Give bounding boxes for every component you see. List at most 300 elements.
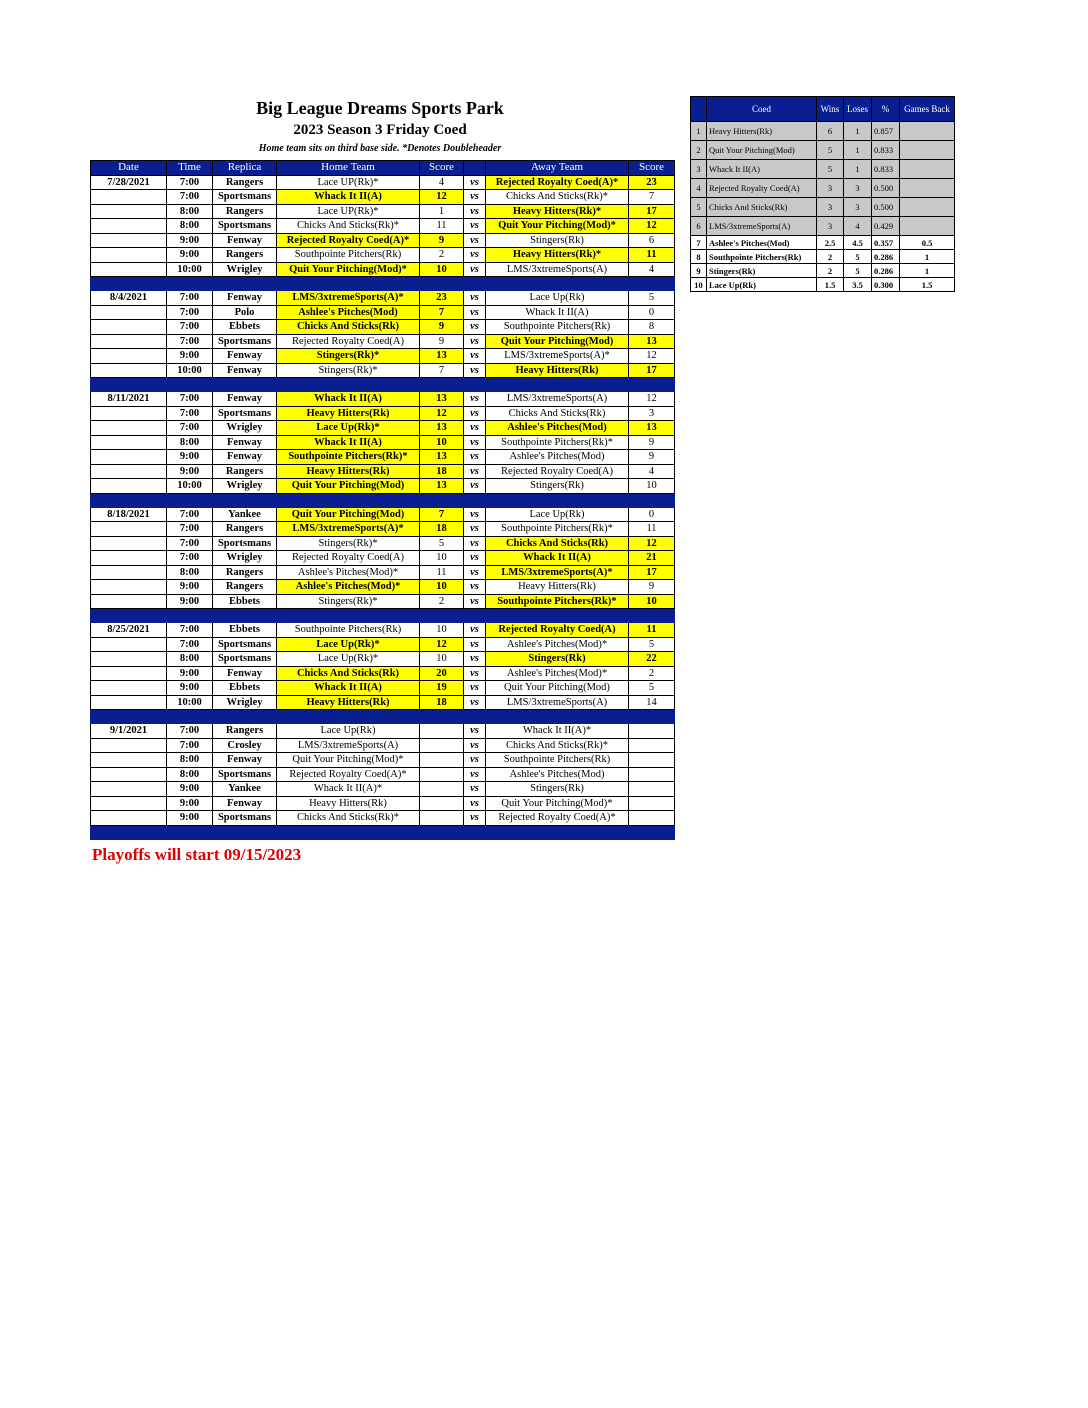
game-date <box>91 551 167 566</box>
page-subtitle: 2023 Season 3 Friday Coed <box>293 122 467 138</box>
table-row <box>91 637 675 652</box>
game-time: 9:00 <box>167 349 213 364</box>
home-score: 10 <box>420 580 464 595</box>
home-team: Rejected Royalty Coed(A)* <box>277 767 420 782</box>
team-games-back <box>900 141 955 160</box>
away-team: Lace Up(Rk) <box>486 291 629 306</box>
header-away-team: Away Team <box>486 161 629 176</box>
vs-label: vs <box>464 681 486 696</box>
away-team: Ashlee's Pitches(Mod) <box>486 450 629 465</box>
game-field: Fenway <box>213 450 277 465</box>
home-team: Rejected Royalty Coed(A) <box>277 334 420 349</box>
separator-cell <box>213 378 277 392</box>
away-score: 10 <box>629 594 675 609</box>
away-score <box>629 753 675 768</box>
home-score: 4 <box>420 175 464 190</box>
separator-cell <box>486 710 629 724</box>
team-wins: 2 <box>817 264 844 278</box>
separator-cell <box>486 493 629 507</box>
game-field: Rangers <box>213 248 277 263</box>
vs-label: vs <box>464 565 486 580</box>
team-name: Southpointe Pitchers(Rk) <box>707 250 817 264</box>
game-date <box>91 681 167 696</box>
game-time: 7:00 <box>167 334 213 349</box>
home-team: Quit Your Pitching(Mod)* <box>277 753 420 768</box>
game-field: Rangers <box>213 580 277 595</box>
home-team: Whack It II(A) <box>277 392 420 407</box>
game-time: 9:00 <box>167 450 213 465</box>
team-rank: 4 <box>691 179 707 198</box>
separator-cell <box>213 710 277 724</box>
table-row <box>91 666 675 681</box>
game-field: Yankee <box>213 782 277 797</box>
header-date: Date <box>91 161 167 176</box>
separator-cell <box>420 609 464 623</box>
game-time: 7:00 <box>167 551 213 566</box>
game-time: 9:00 <box>167 248 213 263</box>
vs-label: vs <box>464 738 486 753</box>
home-team: Southpointe Pitchers(Rk)* <box>277 450 420 465</box>
game-field: Fenway <box>213 363 277 378</box>
table-row <box>91 334 675 349</box>
away-team: Chicks And Sticks(Rk) <box>486 406 629 421</box>
separator-cell <box>277 609 420 623</box>
away-score: 11 <box>629 522 675 537</box>
vs-label: vs <box>464 479 486 494</box>
home-score: 11 <box>420 565 464 580</box>
vs-label: vs <box>464 695 486 710</box>
game-field: Crosley <box>213 738 277 753</box>
away-score <box>629 811 675 826</box>
separator-cell <box>420 378 464 392</box>
home-team: Chicks And Sticks(Rk)* <box>277 811 420 826</box>
separator-cell <box>629 277 675 291</box>
vs-label: vs <box>464 291 486 306</box>
game-field: Sportsmans <box>213 811 277 826</box>
away-score: 17 <box>629 363 675 378</box>
table-row <box>91 305 675 320</box>
away-team: Stingers(Rk) <box>486 652 629 667</box>
game-date <box>91 637 167 652</box>
team-pct: 0.833 <box>872 141 900 160</box>
header-time: Time <box>167 161 213 176</box>
vs-label: vs <box>464 406 486 421</box>
home-score: 13 <box>420 450 464 465</box>
separator-cell <box>167 710 213 724</box>
game-field: Fenway <box>213 666 277 681</box>
separator-cell <box>167 378 213 392</box>
header-home-score: Score <box>420 161 464 176</box>
home-team: Rejected Royalty Coed(A)* <box>277 233 420 248</box>
away-score: 9 <box>629 435 675 450</box>
game-date <box>91 695 167 710</box>
team-games-back <box>900 179 955 198</box>
table-row <box>91 363 675 378</box>
game-time: 7:00 <box>167 291 213 306</box>
standings-row <box>691 179 955 198</box>
separator-cell <box>213 609 277 623</box>
game-field: Fenway <box>213 796 277 811</box>
home-score: 13 <box>420 392 464 407</box>
game-date <box>91 522 167 537</box>
game-field: Ebbets <box>213 594 277 609</box>
separator-cell <box>167 825 213 839</box>
game-date <box>91 233 167 248</box>
away-score: 9 <box>629 580 675 595</box>
home-score: 23 <box>420 291 464 306</box>
separator-cell <box>213 493 277 507</box>
vs-label: vs <box>464 536 486 551</box>
away-team: Ashlee's Pitches(Mod) <box>486 421 629 436</box>
header-games-back: Games Back <box>900 97 955 122</box>
game-time: 7:00 <box>167 623 213 638</box>
home-team: Stingers(Rk)* <box>277 363 420 378</box>
table-row <box>91 753 675 768</box>
vs-label: vs <box>464 637 486 652</box>
home-score: 13 <box>420 479 464 494</box>
team-wins: 5 <box>817 141 844 160</box>
standings-row <box>691 122 955 141</box>
standings-table <box>690 96 955 292</box>
away-team: LMS/3xtremeSports(A) <box>486 695 629 710</box>
team-rank: 3 <box>691 160 707 179</box>
table-row <box>91 522 675 537</box>
game-time: 9:00 <box>167 594 213 609</box>
team-loses: 4.5 <box>844 236 872 250</box>
team-pct: 0.286 <box>872 264 900 278</box>
team-games-back <box>900 122 955 141</box>
home-team: Lace Up(Rk)* <box>277 637 420 652</box>
team-wins: 2 <box>817 250 844 264</box>
vs-label: vs <box>464 175 486 190</box>
game-date: 8/11/2021 <box>91 392 167 407</box>
separator-cell <box>91 378 167 392</box>
game-date <box>91 652 167 667</box>
away-score: 14 <box>629 695 675 710</box>
game-time: 8:00 <box>167 565 213 580</box>
team-wins: 3 <box>817 198 844 217</box>
week-separator <box>91 493 675 507</box>
team-loses: 3 <box>844 198 872 217</box>
table-row <box>91 652 675 667</box>
team-loses: 1 <box>844 122 872 141</box>
separator-cell <box>464 825 486 839</box>
team-games-back: 1 <box>900 250 955 264</box>
table-row <box>91 320 675 335</box>
table-row <box>91 204 675 219</box>
team-name: Ashlee's Pitches(Mod) <box>707 236 817 250</box>
home-team: Stingers(Rk)* <box>277 349 420 364</box>
game-time: 7:00 <box>167 190 213 205</box>
vs-label: vs <box>464 392 486 407</box>
separator-cell <box>464 710 486 724</box>
table-row <box>91 219 675 234</box>
game-field: Rangers <box>213 565 277 580</box>
vs-label: vs <box>464 190 486 205</box>
separator-cell <box>629 378 675 392</box>
separator-cell <box>629 710 675 724</box>
away-score: 17 <box>629 565 675 580</box>
home-team: Quit Your Pitching(Mod) <box>277 507 420 522</box>
away-team: Quit Your Pitching(Mod) <box>486 681 629 696</box>
away-team: Southpointe Pitchers(Rk)* <box>486 522 629 537</box>
team-rank: 7 <box>691 236 707 250</box>
game-field: Fenway <box>213 233 277 248</box>
header-replica: Replica <box>213 161 277 176</box>
separator-cell <box>167 609 213 623</box>
game-time: 8:00 <box>167 652 213 667</box>
table-row <box>91 406 675 421</box>
away-score: 12 <box>629 219 675 234</box>
table-row <box>91 175 675 190</box>
team-name: Quit Your Pitching(Mod) <box>707 141 817 160</box>
game-field: Sportsmans <box>213 190 277 205</box>
game-time: 9:00 <box>167 580 213 595</box>
home-score: 5 <box>420 536 464 551</box>
away-team: Rejected Royalty Coed(A)* <box>486 811 629 826</box>
home-team: LMS/3xtremeSports(A)* <box>277 291 420 306</box>
game-date <box>91 738 167 753</box>
away-team: Ashlee's Pitches(Mod)* <box>486 666 629 681</box>
away-team: Whack It II(A) <box>486 305 629 320</box>
game-date <box>91 334 167 349</box>
table-row <box>91 782 675 797</box>
away-team: Ashlee's Pitches(Mod) <box>486 767 629 782</box>
game-date <box>91 666 167 681</box>
table-row <box>91 262 675 277</box>
game-date <box>91 594 167 609</box>
header-wins: Wins <box>817 97 844 122</box>
team-loses: 4 <box>844 217 872 236</box>
separator-cell <box>486 378 629 392</box>
away-score: 13 <box>629 334 675 349</box>
table-row <box>91 724 675 739</box>
team-rank: 1 <box>691 122 707 141</box>
schedule-header-row <box>91 161 675 176</box>
header-rank <box>691 97 707 122</box>
game-time: 7:00 <box>167 536 213 551</box>
vs-label: vs <box>464 551 486 566</box>
home-score <box>420 796 464 811</box>
header-loses: Loses <box>844 97 872 122</box>
home-score: 11 <box>420 219 464 234</box>
home-team: Quit Your Pitching(Mod)* <box>277 262 420 277</box>
game-field: Wrigley <box>213 421 277 436</box>
team-loses: 1 <box>844 141 872 160</box>
away-team: Heavy Hitters(Rk)* <box>486 248 629 263</box>
team-wins: 3 <box>817 179 844 198</box>
away-score: 11 <box>629 623 675 638</box>
game-time: 9:00 <box>167 796 213 811</box>
game-date <box>91 349 167 364</box>
game-time: 7:00 <box>167 637 213 652</box>
separator-cell <box>277 710 420 724</box>
game-date: 7/28/2021 <box>91 175 167 190</box>
away-score: 2 <box>629 666 675 681</box>
home-score: 12 <box>420 637 464 652</box>
home-score: 7 <box>420 305 464 320</box>
home-score <box>420 767 464 782</box>
vs-label: vs <box>464 334 486 349</box>
game-field: Fenway <box>213 291 277 306</box>
game-time: 9:00 <box>167 666 213 681</box>
vs-label: vs <box>464 652 486 667</box>
game-time: 7:00 <box>167 724 213 739</box>
away-score: 0 <box>629 305 675 320</box>
team-name: Rejected Royalty Coed(A) <box>707 179 817 198</box>
home-score: 18 <box>420 695 464 710</box>
game-field: Rangers <box>213 204 277 219</box>
away-score: 9 <box>629 450 675 465</box>
vs-label: vs <box>464 450 486 465</box>
home-score: 10 <box>420 435 464 450</box>
away-score: 5 <box>629 681 675 696</box>
table-row <box>91 435 675 450</box>
vs-label: vs <box>464 248 486 263</box>
team-rank: 8 <box>691 250 707 264</box>
home-team: Southpointe Pitchers(Rk) <box>277 248 420 263</box>
away-team: LMS/3xtremeSports(A) <box>486 262 629 277</box>
home-team: Lace UP(Rk)* <box>277 175 420 190</box>
home-team: Heavy Hitters(Rk) <box>277 464 420 479</box>
game-time: 8:00 <box>167 435 213 450</box>
vs-label: vs <box>464 796 486 811</box>
separator-cell <box>277 825 420 839</box>
home-team: Whack It II(A) <box>277 190 420 205</box>
home-team: Chicks And Sticks(Rk)* <box>277 219 420 234</box>
away-team: Rejected Royalty Coed(A) <box>486 623 629 638</box>
standings-body <box>691 122 955 292</box>
team-pct: 0.286 <box>872 250 900 264</box>
away-team: Quit Your Pitching(Mod) <box>486 334 629 349</box>
away-team: Whack It II(A)* <box>486 724 629 739</box>
home-team: Lace Up(Rk)* <box>277 421 420 436</box>
home-team: Heavy Hitters(Rk) <box>277 406 420 421</box>
away-team: Heavy Hitters(Rk)* <box>486 204 629 219</box>
team-games-back: 1 <box>900 264 955 278</box>
game-date <box>91 204 167 219</box>
home-team: Stingers(Rk)* <box>277 594 420 609</box>
home-score: 13 <box>420 349 464 364</box>
game-date <box>91 753 167 768</box>
game-date <box>91 479 167 494</box>
away-score: 10 <box>629 479 675 494</box>
standings-row <box>691 236 955 250</box>
game-time: 9:00 <box>167 782 213 797</box>
game-date <box>91 305 167 320</box>
away-score <box>629 738 675 753</box>
separator-cell <box>486 609 629 623</box>
home-score: 2 <box>420 594 464 609</box>
away-score: 12 <box>629 349 675 364</box>
standings-row <box>691 198 955 217</box>
team-name: Stingers(Rk) <box>707 264 817 278</box>
game-date <box>91 363 167 378</box>
away-score: 21 <box>629 551 675 566</box>
game-date <box>91 320 167 335</box>
standings-row <box>691 217 955 236</box>
table-row <box>91 536 675 551</box>
standings-row <box>691 250 955 264</box>
team-pct: 0.300 <box>872 278 900 292</box>
away-team: Stingers(Rk) <box>486 782 629 797</box>
team-pct: 0.833 <box>872 160 900 179</box>
home-score: 19 <box>420 681 464 696</box>
game-time: 7:00 <box>167 305 213 320</box>
schedule-body <box>91 175 675 839</box>
game-time: 7:00 <box>167 406 213 421</box>
away-team: Southpointe Pitchers(Rk) <box>486 320 629 335</box>
away-score: 22 <box>629 652 675 667</box>
away-score <box>629 796 675 811</box>
game-field: Fenway <box>213 392 277 407</box>
away-team: Chicks And Sticks(Rk) <box>486 536 629 551</box>
away-team: Stingers(Rk) <box>486 479 629 494</box>
game-field: Ebbets <box>213 320 277 335</box>
team-games-back <box>900 198 955 217</box>
header-away-score: Score <box>629 161 675 176</box>
away-team: Whack It II(A) <box>486 551 629 566</box>
game-time: 7:00 <box>167 320 213 335</box>
table-row <box>91 450 675 465</box>
game-date <box>91 219 167 234</box>
home-score: 12 <box>420 406 464 421</box>
home-team: Whack It II(A) <box>277 681 420 696</box>
away-team: LMS/3xtremeSports(A) <box>486 392 629 407</box>
away-score: 4 <box>629 262 675 277</box>
home-score: 7 <box>420 363 464 378</box>
game-field: Fenway <box>213 349 277 364</box>
week-separator <box>91 609 675 623</box>
separator-cell <box>420 493 464 507</box>
game-date <box>91 190 167 205</box>
home-team: Whack It II(A) <box>277 435 420 450</box>
game-field: Ebbets <box>213 623 277 638</box>
separator-cell <box>91 710 167 724</box>
game-field: Polo <box>213 305 277 320</box>
team-rank: 2 <box>691 141 707 160</box>
table-row <box>91 233 675 248</box>
home-team: Ashlee's Pitches(Mod)* <box>277 580 420 595</box>
team-wins: 5 <box>817 160 844 179</box>
separator-cell <box>629 825 675 839</box>
game-field: Wrigley <box>213 695 277 710</box>
game-field: Fenway <box>213 435 277 450</box>
home-score: 7 <box>420 507 464 522</box>
vs-label: vs <box>464 363 486 378</box>
table-row <box>91 479 675 494</box>
game-field: Sportsmans <box>213 334 277 349</box>
game-date <box>91 536 167 551</box>
away-team: Heavy Hitters(Rk) <box>486 363 629 378</box>
home-score <box>420 738 464 753</box>
game-time: 7:00 <box>167 175 213 190</box>
separator-cell <box>464 609 486 623</box>
team-wins: 1.5 <box>817 278 844 292</box>
vs-label: vs <box>464 811 486 826</box>
home-team: Heavy Hitters(Rk) <box>277 796 420 811</box>
away-team: Lace Up(Rk) <box>486 507 629 522</box>
table-row <box>91 565 675 580</box>
game-field: Wrigley <box>213 551 277 566</box>
separator-cell <box>486 825 629 839</box>
vs-label: vs <box>464 204 486 219</box>
away-team: LMS/3xtremeSports(A)* <box>486 565 629 580</box>
home-score: 12 <box>420 190 464 205</box>
home-team: Lace Up(Rk) <box>277 724 420 739</box>
home-team: Ashlee's Pitches(Mod)* <box>277 565 420 580</box>
team-pct: 0.857 <box>872 122 900 141</box>
